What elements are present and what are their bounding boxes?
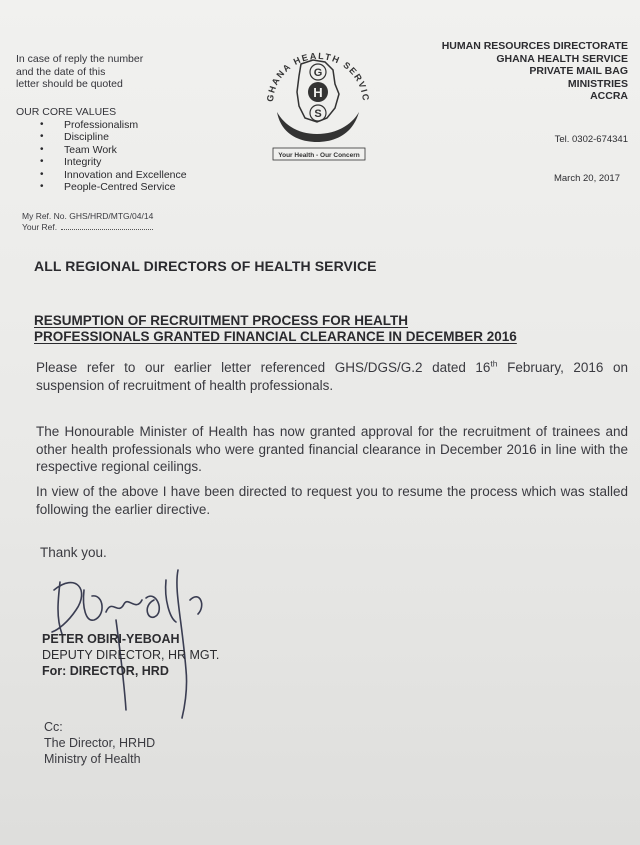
ordinal-suffix: th [490, 358, 498, 369]
your-ref: Your Ref. [22, 222, 58, 232]
paragraph-3: In view of the above I have been directed to request you to resume the process which was stalled following the earlier directive. [36, 484, 628, 517]
core-value-item: • Discipline [40, 131, 187, 143]
core-value-item: • Professionalism [40, 119, 187, 131]
subject-line: PROFESSIONALS GRANTED FINANCIAL CLEARANCE IN DECEMBER 2016 [34, 329, 517, 344]
core-value-item: • People-Centred Service [40, 181, 187, 193]
logo-letter-s: S [314, 108, 322, 120]
signer-title: DEPUTY DIRECTOR, HR MGT. [42, 648, 220, 662]
my-ref: My Ref. No. GHS/HRD/MTG/04/14 [22, 211, 154, 221]
ghs-logo [255, 42, 381, 170]
paragraph-1-text-end: February, 2016 on suspension of recruitment of health professionals. [36, 360, 628, 393]
your-ref-dotted-line [61, 229, 153, 230]
addressee: ALL REGIONAL DIRECTORS OF HEALTH SERVICE [34, 258, 377, 274]
core-values-title: OUR CORE VALUES [16, 106, 117, 118]
address-line: GHANA HEALTH SERVICE [496, 52, 628, 65]
address-line: MINISTRIES [567, 77, 628, 90]
cc-line: Ministry of Health [44, 752, 141, 766]
telephone: Tel. 0302-674341 [554, 134, 628, 145]
paragraph-1 [36, 359, 628, 394]
signer-for: For: DIRECTOR, HRD [42, 664, 169, 678]
reference-block [22, 211, 153, 233]
reply-note [16, 53, 176, 91]
closing: Thank you. [40, 545, 107, 560]
cc-block [44, 719, 155, 767]
core-value-item: • Team Work [40, 144, 187, 156]
reply-note-line: and the date of this [16, 65, 106, 78]
cc-line: The Director, HRHD [44, 736, 156, 750]
ghs-logo-graphic [255, 42, 381, 170]
logo-arc-text: GHANA HEALTH SERVIC [264, 50, 372, 103]
sender-address [442, 40, 628, 103]
logo-letter-h: H [313, 85, 323, 100]
logo-letter-g: G [313, 67, 323, 79]
cc-label: Cc: [44, 720, 63, 734]
letter-date: March 20, 2017 [553, 173, 620, 184]
reply-note-line: In case of reply the number [16, 53, 144, 65]
core-value-item: • Integrity [40, 156, 187, 168]
logo-motto: Your Health - Our Concern [278, 152, 360, 159]
core-values-list [40, 119, 187, 193]
subject-heading [34, 313, 517, 345]
signer-block [42, 631, 219, 679]
signer-name: PETER OBIRI-YEBOAH [42, 632, 180, 646]
address-line: PRIVATE MAIL BAG [529, 65, 628, 78]
paragraph-2: The Honourable Minister of Health has now granted approval for the recruitment of trainees and other health professionals who were granted financial clearance in December 2016 in line with the respective regional ceilings. [36, 424, 628, 474]
address-line: ACCRA [590, 90, 628, 103]
paragraph-1-text: Please refer to our earlier letter referenced GHS/DGS/G.2 dated 16 [36, 360, 491, 375]
reply-note-line: letter should be quoted [16, 78, 123, 90]
subject-line: RESUMPTION OF RECRUITMENT PROCESS FOR HEALTH [34, 313, 409, 328]
address-line: HUMAN RESOURCES DIRECTORATE [441, 40, 628, 52]
core-value-item: • Innovation and Excellence [40, 169, 187, 181]
